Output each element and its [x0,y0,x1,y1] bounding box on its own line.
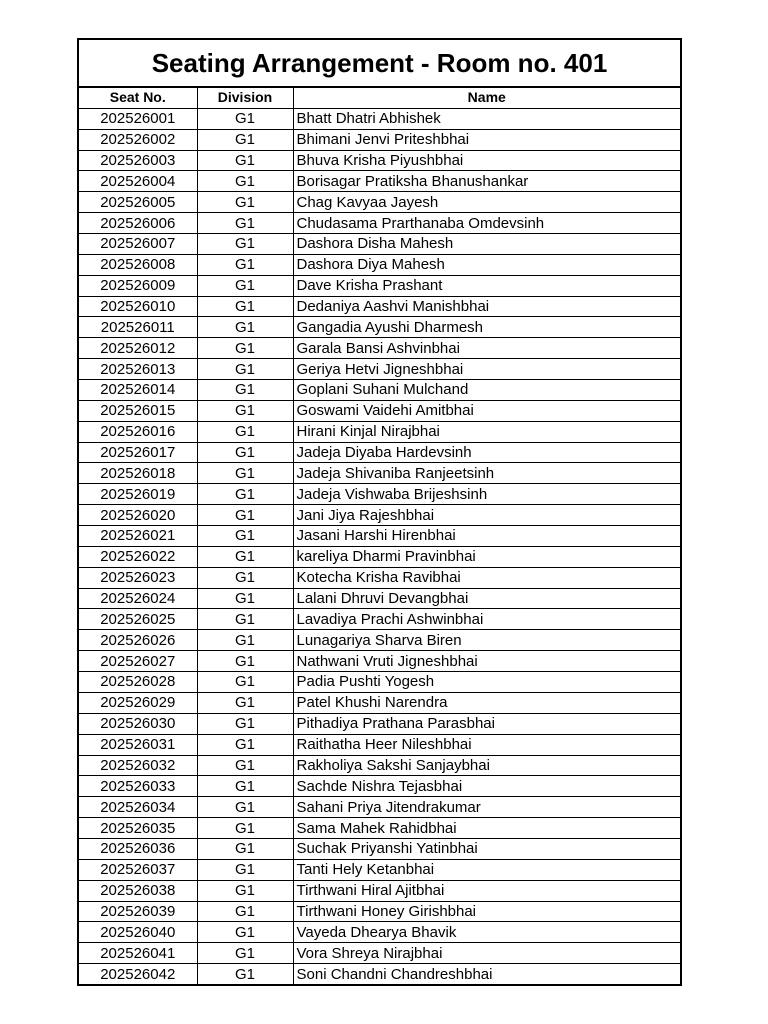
table-row [79,734,680,755]
seat-number-cell: 202526025 [79,609,197,630]
division-cell: G1 [197,296,293,317]
table-row [79,755,680,776]
division-cell: G1 [197,734,293,755]
student-name-cell: Borisagar Pratiksha Bhanushankar [293,171,680,192]
seat-number-cell: 202526028 [79,672,197,693]
table-row [79,442,680,463]
table-row [79,797,680,818]
table-row [79,818,680,839]
division-cell: G1 [197,484,293,505]
seat-number-cell: 202526030 [79,713,197,734]
division-cell: G1 [197,713,293,734]
division-cell: G1 [197,901,293,922]
seat-number-cell: 202526041 [79,943,197,964]
seat-number-cell: 202526006 [79,213,197,234]
student-name-cell: Tirthwani Honey Girishbhai [293,901,680,922]
division-cell: G1 [197,275,293,296]
table-row [79,380,680,401]
division-cell: G1 [197,338,293,359]
seat-number-cell: 202526016 [79,421,197,442]
student-name-cell: kareliya Dharmi Pravinbhai [293,546,680,567]
seat-number-cell: 202526040 [79,922,197,943]
student-name-cell: Chag Kavyaa Jayesh [293,192,680,213]
student-name-cell: Bhuva Krisha Piyushbhai [293,150,680,171]
seat-number-cell: 202526031 [79,734,197,755]
table-row [79,943,680,964]
seat-number-cell: 202526008 [79,254,197,275]
table-row [79,400,680,421]
table-row [79,922,680,943]
division-cell: G1 [197,672,293,693]
student-name-cell: Lalani Dhruvi Devangbhai [293,588,680,609]
seat-number-cell: 202526011 [79,317,197,338]
division-cell: G1 [197,234,293,255]
division-cell: G1 [197,755,293,776]
seat-number-cell: 202526017 [79,442,197,463]
table-row [79,588,680,609]
student-name-cell: Tirthwani Hiral Ajitbhai [293,880,680,901]
table-row [79,108,680,129]
student-name-cell: Jasani Harshi Hirenbhai [293,526,680,547]
seat-number-cell: 202526010 [79,296,197,317]
division-cell: G1 [197,526,293,547]
column-header-name: Name [293,88,680,109]
student-name-cell: Goswami Vaidehi Amitbhai [293,400,680,421]
student-name-cell: Tanti Hely Ketanbhai [293,859,680,880]
division-cell: G1 [197,943,293,964]
table-row [79,317,680,338]
division-cell: G1 [197,964,293,984]
table-row [79,880,680,901]
seat-number-cell: 202526029 [79,692,197,713]
table-row [79,672,680,693]
division-cell: G1 [197,192,293,213]
division-cell: G1 [197,546,293,567]
seat-number-cell: 202526019 [79,484,197,505]
student-name-cell: Jadeja Vishwaba Brijeshsinh [293,484,680,505]
seat-number-cell: 202526027 [79,651,197,672]
table-row [79,567,680,588]
student-name-cell: Gangadia Ayushi Dharmesh [293,317,680,338]
table-row [79,609,680,630]
table-row [79,234,680,255]
student-name-cell: Lavadiya Prachi Ashwinbhai [293,609,680,630]
table-row [79,484,680,505]
seat-number-cell: 202526014 [79,380,197,401]
division-cell: G1 [197,609,293,630]
table-row [79,526,680,547]
division-cell: G1 [197,505,293,526]
student-name-cell: Sachde Nishra Tejasbhai [293,776,680,797]
student-name-cell: Raithatha Heer Nileshbhai [293,734,680,755]
seat-number-cell: 202526024 [79,588,197,609]
student-name-cell: Lunagariya Sharva Biren [293,630,680,651]
student-name-cell: Sahani Priya Jitendrakumar [293,797,680,818]
table-row [79,505,680,526]
division-cell: G1 [197,859,293,880]
student-name-cell: Rakholiya Sakshi Sanjaybhai [293,755,680,776]
student-name-cell: Bhatt Dhatri Abhishek [293,108,680,129]
seat-number-cell: 202526035 [79,818,197,839]
division-cell: G1 [197,359,293,380]
table-row [79,338,680,359]
division-cell: G1 [197,129,293,150]
seat-number-cell: 202526033 [79,776,197,797]
division-cell: G1 [197,254,293,275]
division-cell: G1 [197,108,293,129]
seat-number-cell: 202526038 [79,880,197,901]
student-name-cell: Pithadiya Prathana Parasbhai [293,713,680,734]
division-cell: G1 [197,463,293,484]
division-cell: G1 [197,380,293,401]
division-cell: G1 [197,838,293,859]
division-cell: G1 [197,922,293,943]
seat-number-cell: 202526003 [79,150,197,171]
table-header-row [79,88,680,109]
seat-number-cell: 202526002 [79,129,197,150]
table-row [79,859,680,880]
division-cell: G1 [197,150,293,171]
division-cell: G1 [197,630,293,651]
division-cell: G1 [197,567,293,588]
student-name-cell: Goplani Suhani Mulchand [293,380,680,401]
division-cell: G1 [197,171,293,192]
student-name-cell: Patel Khushi Narendra [293,692,680,713]
column-header-division: Division [197,88,293,109]
student-name-cell: Dave Krisha Prashant [293,275,680,296]
student-name-cell: Nathwani Vruti Jigneshbhai [293,651,680,672]
student-name-cell: Chudasama Prarthanaba Omdevsinh [293,213,680,234]
seat-number-cell: 202526021 [79,526,197,547]
seat-number-cell: 202526001 [79,108,197,129]
seat-number-cell: 202526013 [79,359,197,380]
student-name-cell: Dedaniya Aashvi Manishbhai [293,296,680,317]
student-name-cell: Kotecha Krisha Ravibhai [293,567,680,588]
division-cell: G1 [197,797,293,818]
seat-number-cell: 202526026 [79,630,197,651]
division-cell: G1 [197,421,293,442]
division-cell: G1 [197,213,293,234]
table-row [79,296,680,317]
student-name-cell: Padia Pushti Yogesh [293,672,680,693]
division-cell: G1 [197,588,293,609]
table-row [79,692,680,713]
student-name-cell: Sama Mahek Rahidbhai [293,818,680,839]
table-row [79,901,680,922]
table-row [79,150,680,171]
seat-number-cell: 202526020 [79,505,197,526]
table-row [79,421,680,442]
page-title: Seating Arrangement - Room no. 401 [79,40,680,87]
division-cell: G1 [197,818,293,839]
division-cell: G1 [197,651,293,672]
student-name-cell: Jadeja Shivaniba Ranjeetsinh [293,463,680,484]
seat-number-cell: 202526039 [79,901,197,922]
seat-number-cell: 202526018 [79,463,197,484]
seat-number-cell: 202526012 [79,338,197,359]
division-cell: G1 [197,880,293,901]
seat-number-cell: 202526032 [79,755,197,776]
student-name-cell: Jadeja Diyaba Hardevsinh [293,442,680,463]
seat-number-cell: 202526007 [79,234,197,255]
column-header-seat: Seat No. [79,88,197,109]
student-name-cell: Vora Shreya Nirajbhai [293,943,680,964]
seating-table [79,87,680,984]
division-cell: G1 [197,442,293,463]
student-name-cell: Soni Chandni Chandreshbhai [293,964,680,984]
student-name-cell: Vayeda Dhearya Bhavik [293,922,680,943]
seat-number-cell: 202526034 [79,797,197,818]
student-name-cell: Bhimani Jenvi Priteshbhai [293,129,680,150]
seating-sheet [77,38,682,986]
table-row [79,964,680,984]
student-name-cell: Geriya Hetvi Jigneshbhai [293,359,680,380]
student-name-cell: Jani Jiya Rajeshbhai [293,505,680,526]
table-row [79,359,680,380]
seat-number-cell: 202526004 [79,171,197,192]
division-cell: G1 [197,776,293,797]
seat-number-cell: 202526037 [79,859,197,880]
seat-number-cell: 202526009 [79,275,197,296]
seat-number-cell: 202526015 [79,400,197,421]
table-row [79,275,680,296]
table-row [79,192,680,213]
student-name-cell: Hirani Kinjal Nirajbhai [293,421,680,442]
table-row [79,463,680,484]
table-row [79,254,680,275]
division-cell: G1 [197,317,293,338]
student-name-cell: Dashora Disha Mahesh [293,234,680,255]
table-row [79,129,680,150]
table-row [79,713,680,734]
seat-number-cell: 202526022 [79,546,197,567]
table-row [79,546,680,567]
student-name-cell: Suchak Priyanshi Yatinbhai [293,838,680,859]
division-cell: G1 [197,400,293,421]
table-row [79,213,680,234]
table-row [79,838,680,859]
student-name-cell: Garala Bansi Ashvinbhai [293,338,680,359]
seat-number-cell: 202526042 [79,964,197,984]
table-row [79,776,680,797]
table-row [79,171,680,192]
division-cell: G1 [197,692,293,713]
student-name-cell: Dashora Diya Mahesh [293,254,680,275]
table-row [79,630,680,651]
table-row [79,651,680,672]
seat-number-cell: 202526036 [79,838,197,859]
seat-number-cell: 202526023 [79,567,197,588]
seat-number-cell: 202526005 [79,192,197,213]
